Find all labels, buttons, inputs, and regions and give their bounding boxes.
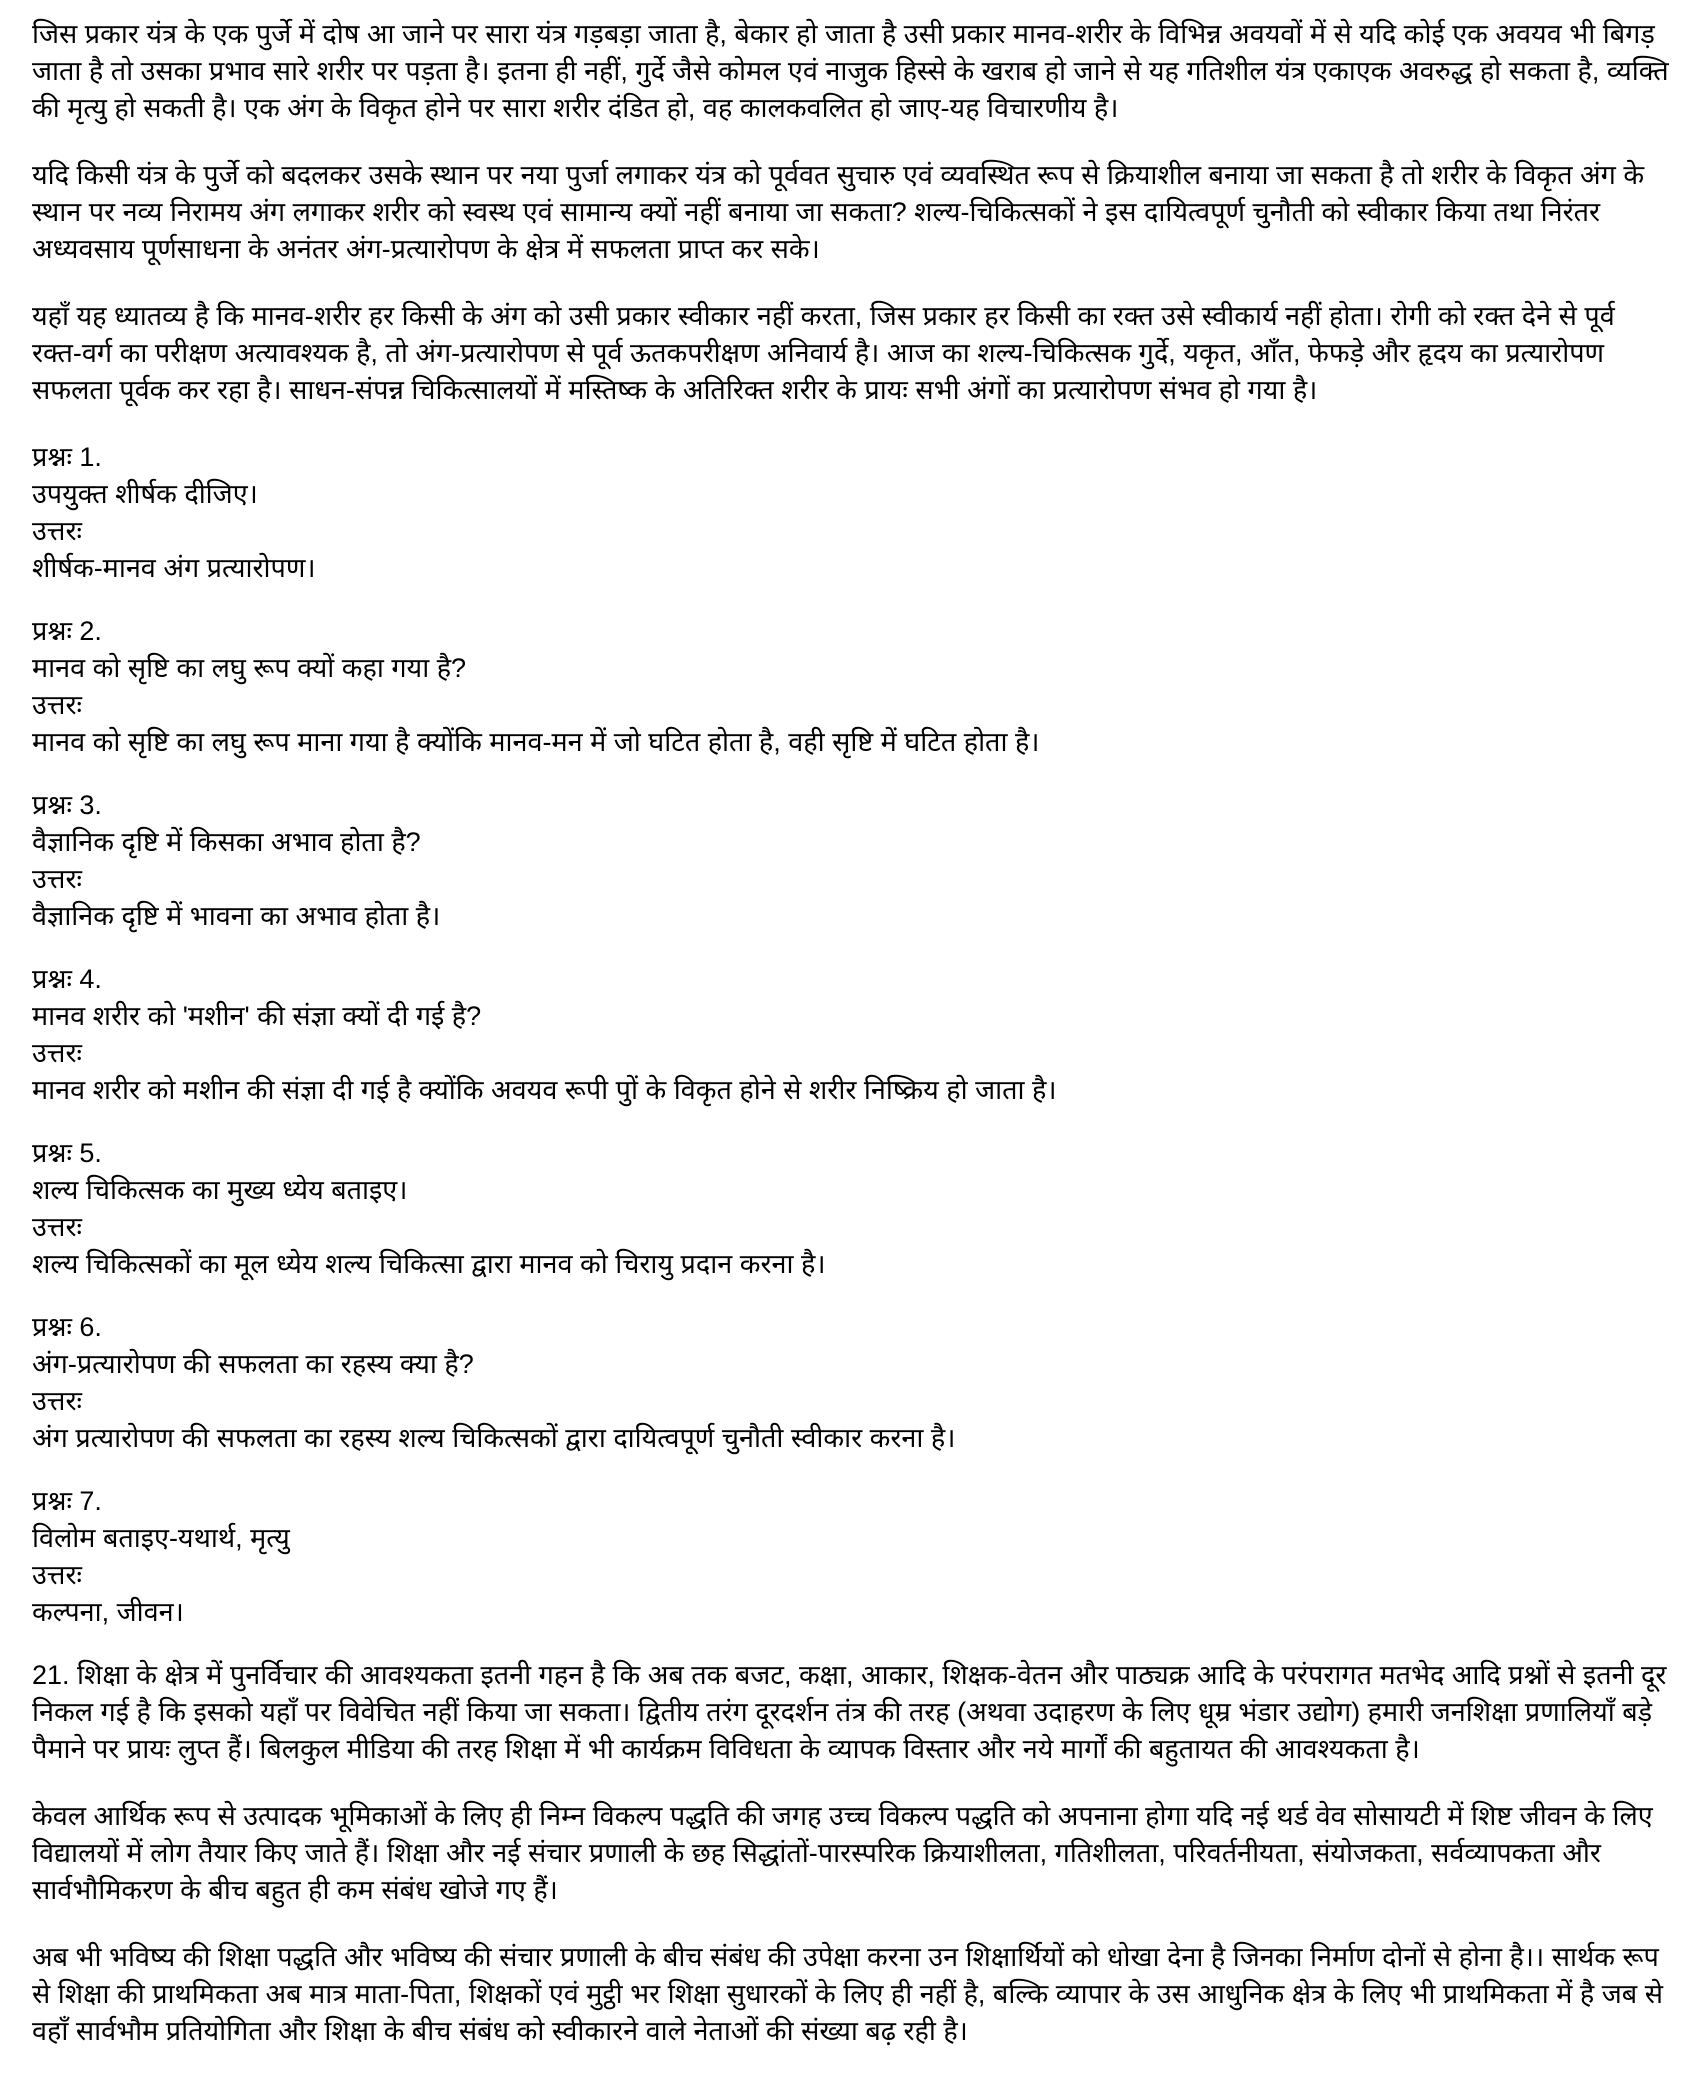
question-block-4 xyxy=(32,961,1670,1109)
question-text: मानव को सृष्टि का लघु रूप क्यों कहा गया है? xyxy=(32,653,467,683)
question-text: अंग-प्रत्यारोपण की सफलता का रहस्य क्या है? xyxy=(32,1349,474,1379)
answer-label: उत्तरः xyxy=(32,1212,82,1242)
question-text: मानव शरीर को 'मशीन' की संज्ञा क्यों दी गई है? xyxy=(32,1001,482,1031)
question-block-6 xyxy=(32,1309,1670,1457)
question-label: प्रश्नः 6. xyxy=(32,1312,102,1342)
answer-label: उत्तरः xyxy=(32,1560,82,1590)
education-paragraph-2: केवल आर्थिक रूप से उत्पादक भूमिकाओं के लिए ही निम्न विकल्प पद्धति की जगह उच्च विकल्प पद्धति को अपनाना होगा यदि नई थर्ड वेव सोसायटी में शिष्ट जीवन के लिए विद्यालयों में लोग तैयार किए जाते हैं। शिक्षा और नई संचार प्रणाली के छह सिद्धांतों-पारस्परिक क्रियाशीलता, गतिशीलता, परिवर्तनीयता, संयोजकता, सर्वव्यापकता और सार्वभौमिकरण के बीच बहुत ही कम संबंध खोजे गए हैं। xyxy=(32,1801,1653,1905)
answer-label: उत्तरः xyxy=(32,516,82,546)
education-paragraph-1: 21. शिक्षा के क्षेत्र में पुनर्विचार की आवश्यकता इतनी गहन है कि अब तक बजट, कक्षा, आकार, शिक्षक-वेतन और पाठ्यक्र आदि के परंपरागत मतभेद आदि प्रश्नों से इतनी दूर निकल गई है कि इसको यहाँ पर विवेचित नहीं किया जा सकता। द्वितीय तरंग दूरदर्शन तंत्र की तरह (अथवा उदाहरण के लिए धूम्र भंडार उद्योग) हमारी जनशिक्षा प्रणालियाँ बड़े पैमाने पर प्रायः लुप्त हैं। बिलकुल मीडिया की तरह शिक्षा में भी कार्यक्रम विविधता के व्यापक विस्तार और नये मार्गों की बहुतायत की आवश्यकता है। xyxy=(32,1660,1667,1764)
question-label: प्रश्नः 5. xyxy=(32,1138,102,1168)
passage-paragraph-3: यहाँ यह ध्यातव्य है कि मानव-शरीर हर किसी के अंग को उसी प्रकार स्वीकार नहीं करता, जिस प्रकार हर किसी का रक्त उसे स्वीकार्य नहीं होता। रोगी को रक्त देने से पूर्व रक्त-वर्ग का परीक्षण अत्यावश्यक है, तो अंग-प्रत्यारोपण से पूर्व ऊतकपरीक्षण अनिवार्य है। आज का शल्य-चिकित्सक गुर्दे, यकृत, आँत, फेफड़े और हृदय का प्रत्यारोपण सफलता पूर्वक कर रहा है। साधन-संपन्न चिकित्सालयों में मस्तिष्क के अतिरिक्त शरीर के प्रायः सभी अंगों का प्रत्यारोपण संभव हो गया है। xyxy=(32,301,1615,405)
question-block-2 xyxy=(32,613,1670,761)
answer-label: उत्तरः xyxy=(32,690,82,720)
education-paragraph-3: अब भी भविष्य की शिक्षा पद्धति और भविष्य की संचार प्रणाली के बीच संबंध की उपेक्षा करना उन शिक्षार्थियों को धोखा देना है जिनका निर्माण दोनों से होना है।। सार्थक रूप से शिक्षा की प्राथमिकता अब मात्र माता-पिता, शिक्षकों एवं मुट्ठी भर शिक्षा सुधारकों के लिए ही नहीं है, बल्कि व्यापार के उस आधुनिक क्षेत्र के लिए भी प्राथमिकता में है जब से वहाँ सार्वभौम प्रतियोगिता और शिक्षा के बीच संबंध को स्वीकारने वाले नेताओं की संख्या बढ़ रही है। xyxy=(32,1942,1663,2046)
answer-text: शीर्षक-मानव अंग प्रत्यारोपण। xyxy=(32,553,316,583)
passage-paragraph-1: जिस प्रकार यंत्र के एक पुर्जे में दोष आ जाने पर सारा यंत्र गड़बड़ा जाता है, बेकार हो जाता है उसी प्रकार मानव-शरीर के विभिन्न अवयवों में से यदि कोई एक अवयव भी बिगड़ जाता है तो उसका प्रभाव सारे शरीर पर पड़ता है। इतना ही नहीं, गुर्दे जैसे कोमल एवं नाजुक हिस्से के खराब हो जाने से यह गतिशील यंत्र एकाएक अवरुद्ध हो सकता है, व्यक्ति की मृत्यु हो सकती है। एक अंग के विकृत होने पर सारा शरीर दंडित हो, वह कालकवलित हो जाए-यह विचारणीय है। xyxy=(32,19,1669,123)
question-text: उपयुक्त शीर्षक दीजिए। xyxy=(32,479,258,509)
answer-text: मानव शरीर को मशीन की संज्ञा दी गई है क्योंकि अवयव रूपी पुों के विकृत होने से शरीर निष्क्रिय हो जाता है। xyxy=(32,1075,1057,1105)
question-block-7 xyxy=(32,1483,1670,1631)
answer-label: उत्तरः xyxy=(32,1038,82,1068)
answer-text: वैज्ञानिक दृष्टि में भावना का अभाव होता है। xyxy=(32,901,441,931)
question-block-3 xyxy=(32,787,1670,935)
question-text: विलोम बताइए-यथार्थ, मृत्यु xyxy=(32,1523,290,1553)
passage-paragraph-2: यदि किसी यंत्र के पुर्जे को बदलकर उसके स्थान पर नया पुर्जा लगाकर यंत्र को पूर्ववत सुचारु एवं व्यवस्थित रूप से क्रियाशील बनाया जा सकता है तो शरीर के विकृत अंग के स्थान पर नव्य निरामय अंग लगाकर शरीर को स्वस्थ एवं सामान्य क्यों नहीं बनाया जा सकता? शल्य-चिकित्सकों ने इस दायित्वपूर्ण चुनौती को स्वीकार किया तथा निरंतर अध्यवसाय पूर्णसाधना के अनंतर अंग-प्रत्यारोपण के क्षेत्र में सफलता प्राप्त कर सके। xyxy=(32,160,1645,264)
answer-text: कल्पना, जीवन। xyxy=(32,1597,184,1627)
question-label: प्रश्नः 2. xyxy=(32,616,102,646)
question-label: प्रश्नः 4. xyxy=(32,964,102,994)
question-text: वैज्ञानिक दृष्टि में किसका अभाव होता है? xyxy=(32,827,421,857)
answer-text: शल्य चिकित्सकों का मूल ध्येय शल्य चिकित्सा द्वारा मानव को चिरायु प्रदान करना है। xyxy=(32,1249,826,1279)
question-text: शल्य चिकित्सक का मुख्य ध्येय बताइए। xyxy=(32,1175,408,1205)
question-block-1 xyxy=(32,439,1670,587)
answer-text: मानव को सृष्टि का लघु रूप माना गया है क्योंकि मानव-मन में जो घटित होता है, वही सृष्टि में घटित होता है। xyxy=(32,727,1040,757)
question-label: प्रश्नः 1. xyxy=(32,442,102,472)
question-label: प्रश्नः 3. xyxy=(32,790,102,820)
question-label: प्रश्नः 7. xyxy=(32,1486,102,1516)
question-block-5 xyxy=(32,1135,1670,1283)
answer-text: अंग प्रत्यारोपण की सफलता का रहस्य शल्य चिकित्सकों द्वारा दायित्वपूर्ण चुनौती स्वीकार करना है। xyxy=(32,1423,956,1453)
answer-label: उत्तरः xyxy=(32,864,82,894)
answer-label: उत्तरः xyxy=(32,1386,82,1416)
